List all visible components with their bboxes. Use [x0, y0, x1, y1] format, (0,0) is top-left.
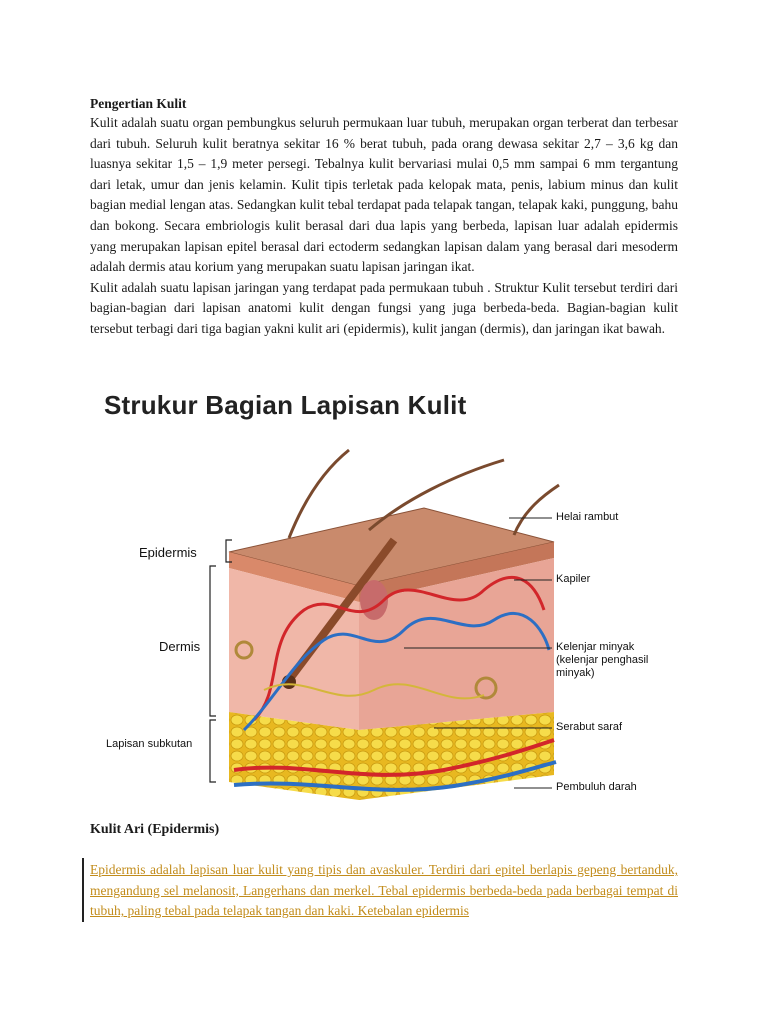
epidermis-link-text[interactable]: Epidermis adalah lapisan luar kulit yang tipis dan avaskuler. Terdiri dari epitel berlapis gepeng bertanduk, mengandung sel melanosit, Langerhans dan merkel. Tebal epidermis berbeda-beda pada berbagai tempat di tubuh, paling tebal pada telapak tangan dan kaki. Ketebalan epidermis [90, 862, 678, 919]
label-kelenjar-minyak: Kelenjar minyak [556, 641, 635, 653]
paragraph-2: Kulit adalah suatu lapisan jaringan yang terdapat pada permukaan tubuh . Struktur Kulit tersebut terdiri dari bagian-bagian dari lapisan anatomi kulit dengan fungsi yang juga berbeda-beda. Bagian-bagian kulit tersebut terbagi dari tiga bagian yakni kulit ari (epidermis), kulit jangan (dermis), dan jaringan ikat bawah. [90, 279, 678, 336]
section-heading-epidermis: Kulit Ari (Epidermis) [90, 822, 220, 837]
label-helai-rambut: Helai rambut [556, 511, 619, 523]
label-serabut-saraf: Serabut saraf [556, 721, 623, 733]
section-heading: Pengertian Kulit [90, 96, 187, 111]
label-kelenjar-minyak-3: minyak) [556, 667, 595, 679]
bracket-dermis [210, 566, 216, 716]
label-kapiler: Kapiler [556, 573, 591, 585]
label-kelenjar-minyak-2: (kelenjar penghasil [556, 654, 649, 666]
figure-title: Strukur Bagian Lapisan Kulit [104, 390, 467, 420]
skin-anatomy-figure [104, 390, 649, 814]
bracket-subkutan [210, 720, 216, 782]
paragraph-1: Kulit adalah suatu organ pembungkus seluruh permukaan luar tubuh, merupakan organ terberat dan terbesar dari tubuh. Seluruh kulit beratnya sekitar 16 % berat tubuh, pada orang dewasa sekitar 2,7 – 3,6 kg dan luasnya sekitar 1,5 – 1,9 meter persegi. Tebalnya kulit bervariasi mulai 0,5 mm sampai 6 mm tergantung dari letak, umur dan jenis kelamin. Kulit tipis terletak pada kelopak mata, penis, labium minus dan kulit bagian medial lengan atas. Sedangkan kulit tebal terdapat pada telapak tangan, telapak kaki, punggung, bahu dan bokong. Secara embriologis kulit berasal dari dua lapis yang berbeda, lapisan luar adalah epidermis yang merupakan lapisan epitel berasal dari ectoderm sedangkan lapisan dalam yang berasal dari mesoderm adalah dermis atau korium yang merupakan suatu lapisan jaringan ikat. [90, 115, 678, 275]
change-bar [82, 858, 84, 922]
hair-3 [514, 485, 559, 535]
section-pengertian [90, 94, 678, 340]
label-dermis: Dermis [159, 639, 201, 654]
label-subkutan: Lapisan subkutan [106, 738, 193, 750]
hair-1 [289, 450, 349, 538]
label-epidermis: Epidermis [139, 545, 197, 560]
label-pembuluh-darah: Pembuluh darah [556, 781, 637, 793]
